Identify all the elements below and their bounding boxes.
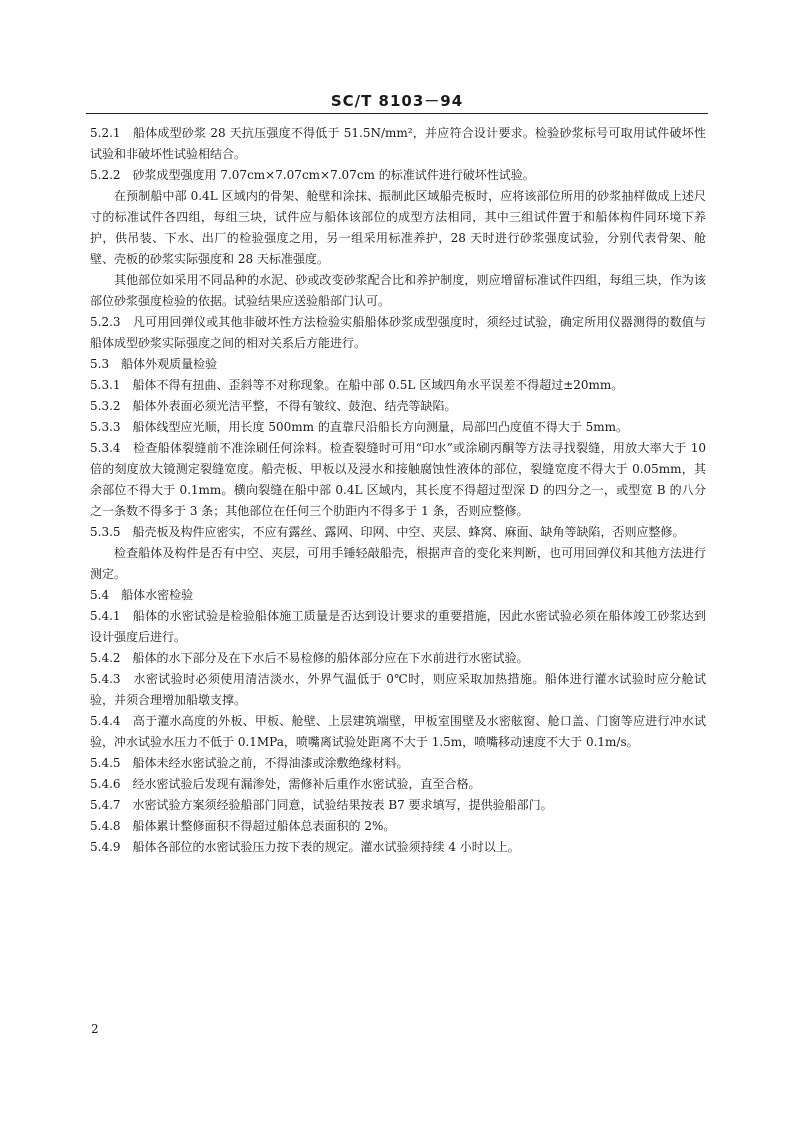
header-divider [86,113,708,114]
clause-5-3-2: 5.3.2 船体外表面必须光洁平整，不得有皱纹、鼓泡、结壳等缺陷。 [90,399,457,413]
clause-5-2-3: 5.2.3 凡可用回弹仪或其他非破坏性方法检验实船船体砂浆成型强度时，须经过试验，确定所用仪器测得的数值与船体成型砂浆实际强度之间的相对关系后方能进行。 [90,315,706,350]
clause-5-4-9: 5.4.9 船体各部位的水密试验压力按下表的规定。灌水试验须持续 4 小时以上。 [90,840,520,854]
clause-5-3-4: 5.3.4 检查船体裂缝前不准涂刷任何涂料。检查裂缝时可用“印水”或涂刷丙酮等方法寻找裂缝，用放大率大于 10 倍的刻度放大镜测定裂缝宽度。船壳板、甲板以及浸水和接触腐蚀性液体的部位，裂缝宽度不得大于 0.05mm，其余部位不得大于 0.1mm。横向裂缝在船中部 0.4L 区域内，其长度不得超过型深 D 的四分之一，或型宽 B 的八分之一条数不得多于 3 条；其他部位在任何三个肋距内不得多于 1 条，否则应整修。 [90,441,706,518]
section-heading-5-3: 5.3 船体外观质量检验 [90,357,218,371]
clause-5-4-7: 5.4.7 水密试验方案须经验船部门同意，试验结果按表 B7 要求填写，提供验船部门。 [90,798,553,812]
document-standard-code: SC/T 8103－94 [330,92,464,110]
clause-5-4-6: 5.4.6 经水密试验后发现有漏渗处，需修补后重作水密试验，直至合格。 [90,777,481,791]
clause-5-3-3: 5.3.3 船体线型应光顺，用长度 500mm 的直靠尺沿船长方向测量，局部凹凸度值不得大于 5mm。 [90,420,629,434]
section-heading-5-4: 5.4 船体水密检验 [90,588,194,602]
paragraph-other-parts: 其他部位如采用不同品种的水泥、砂或改变砂浆配合比和养护制度，则应增留标准试件四组，每组三块，作为该部位砂浆强度检验的依据。试验结果应送验船部门认可。 [90,273,706,308]
clause-5-4-5: 5.4.5 船体未经水密试验之前，不得油漆或涂敷绝缘材料。 [90,756,409,770]
page-number: 2 [91,1022,99,1036]
paragraph-sampling: 在预制船中部 0.4L 区域内的骨架、舱壁和涂抹、振制此区域船壳板时，应将该部位所用的砂浆抽样做成上述尺寸的标准试件各四组，每组三块，试件应与船体该部位的成型方法相同，其中三组试件置于和船体构件同环境下养护，供吊装、下水、出厂的检验强度之用，另一组采用标准养护，28 天时进行砂浆强度试验，分别代表骨架、舱壁、壳板的砂浆实际强度和 28 天标准强度。 [90,189,706,266]
clause-5-3-5: 5.3.5 船壳板及构件应密实，不应有露丝、露网、印网、中空、夹层、蜂窝、麻面、缺角等缺陷，否则应整修。 [90,525,685,539]
paragraph-inspection-method: 检查船体及构件是否有中空、夹层，可用手锤轻敲船壳，根据声音的变化来判断，也可用回弹仪和其他方法进行测定。 [90,546,706,581]
document-body [90,123,706,858]
clause-5-4-4: 5.4.4 高于灌水高度的外板、甲板、舱壁、上层建筑端壁，甲板室围壁及水密舷窗、舱口盖、门窗等应进行冲水试验，冲水试验水压力不低于 0.1MPa，喷嘴离试验处距离不大于 1.5m，喷嘴移动速度不大于 0.1m/s。 [90,714,706,749]
clause-5-2-1: 5.2.1 船体成型砂浆 28 天抗压强度不得低于 51.5N/mm²，并应符合设计要求。检验砂浆标号可取用试件破坏性试验和非破坏性试验相结合。 [90,126,706,161]
clause-5-4-3: 5.4.3 水密试验时必须使用清洁淡水，外界气温低于 0℃时，则应采取加热措施。船体进行灌水试验时应分舱试验，并须合理增加船墩支撑。 [90,672,706,707]
clause-5-2-2: 5.2.2 砂浆成型强度用 7.07cm×7.07cm×7.07cm 的标准试件进行破坏性试验。 [90,168,535,182]
clause-5-4-1: 5.4.1 船体的水密试验是检验船体施工质量是否达到设计要求的重要措施，因此水密试验必须在船体竣工砂浆达到设计强度后进行。 [90,609,706,644]
clause-5-4-2: 5.4.2 船体的水下部分及在下水后不易检修的船体部分应在下水前进行水密试验。 [90,651,529,665]
clause-5-4-8: 5.4.8 船体累计整修面积不得超过船体总表面积的 2%。 [90,819,396,833]
clause-5-3-1: 5.3.1 船体不得有扭曲、歪斜等不对称现象。在船中部 0.5L 区域四角水平误差不得超过±20mm。 [90,378,624,392]
